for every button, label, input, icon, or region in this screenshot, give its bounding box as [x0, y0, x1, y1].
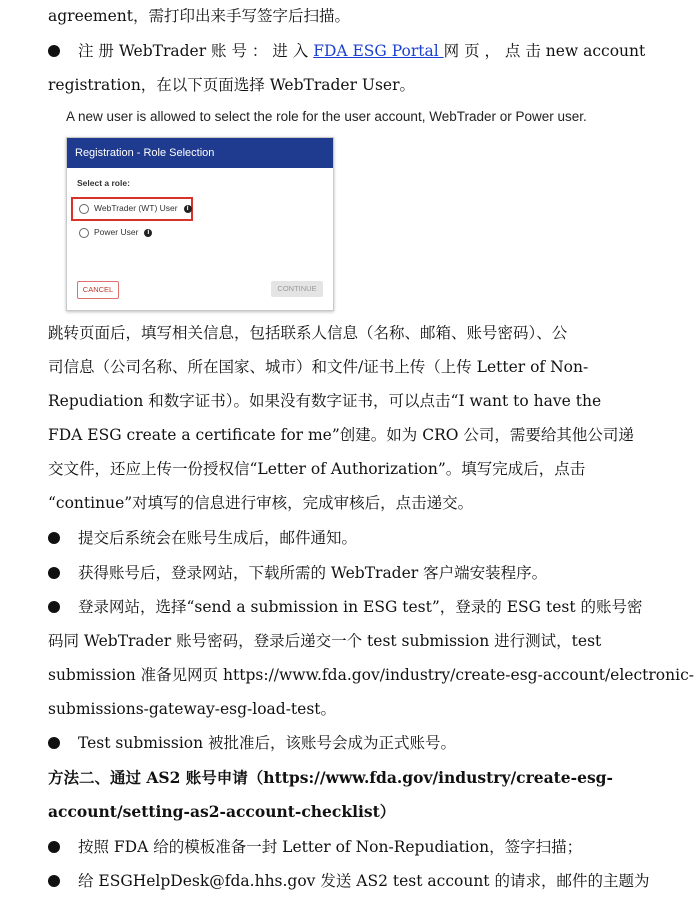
- continue-button[interactable]: CONTINUE: [271, 281, 323, 297]
- text-line: 按照 FDA 给的模板准备一封 Letter of Non-Repudiation，签字扫描；: [78, 838, 583, 856]
- cancel-button[interactable]: CANCEL: [77, 281, 119, 299]
- fda-esg-portal-link[interactable]: FDA ESG Portal: [313, 42, 444, 60]
- bullet-icon: [48, 532, 60, 544]
- text-line: 司信息（公司名称、所在国家、城市）和文件/证书上传（上传 Letter of Non-: [48, 358, 589, 376]
- role-option-webtrader[interactable]: [79, 203, 192, 214]
- text-line: Test submission 被批准后，该账号会成为正式账号。: [78, 734, 457, 752]
- text-line: 跳转页面后，填写相关信息，包括联系人信息（名称、邮箱、账号密码）、公: [48, 324, 568, 342]
- option-label: WebTrader (WT) User: [94, 203, 178, 213]
- info-icon[interactable]: i: [144, 229, 152, 237]
- bullet-icon: [48, 601, 60, 613]
- text-line: 给 ESGHelpDesk@fda.hhs.gov 发送 AS2 test account 的请求，邮件的主题为: [78, 872, 650, 890]
- dialog-title: Registration - Role Selection: [67, 138, 333, 168]
- figure-caption: A new user is allowed to select the role for the user account, WebTrader or Power user.: [66, 109, 587, 124]
- section-heading: account/setting-as2-account-checklist）: [48, 802, 396, 821]
- radio-icon[interactable]: [79, 204, 89, 214]
- text-line: “continue”对填写的信息进行审核，完成审核后，点击递交。: [48, 494, 474, 512]
- info-icon[interactable]: i: [184, 205, 192, 213]
- text-line: 获得账号后，登录网站，下载所需的 WebTrader 客户端安装程序。: [78, 564, 548, 582]
- text-line: 码同 WebTrader 账号密码，登录后递交一个 test submission 进行测试，test: [48, 632, 602, 650]
- text-line: submissions-gateway-esg-load-test。: [48, 700, 337, 718]
- text-line: [78, 41, 660, 61]
- radio-icon[interactable]: [79, 228, 89, 238]
- bullet-icon: [48, 841, 60, 853]
- text-line: submission 准备见网页 https://www.fda.gov/industry/create-esg-account/electronic-: [48, 666, 694, 684]
- bullet-icon: [48, 737, 60, 749]
- role-selection-dialog: [66, 137, 334, 311]
- text-line: Repudiation 和数字证书）。如果没有数字证书，可以点击“I want to have the: [48, 392, 602, 410]
- text-line: 提交后系统会在账号生成后，邮件通知。: [78, 529, 358, 547]
- text-line: 登录网站，选择“send a submission in ESG test”，登录的 ESG test 的账号密: [78, 598, 643, 616]
- option-label: Power User: [94, 227, 139, 237]
- role-option-power-user[interactable]: [79, 227, 152, 238]
- text-line: FDA ESG create a certificate for me”创建。如为 CRO 公司，需要给其他公司递: [48, 426, 634, 444]
- bullet-icon: [48, 45, 60, 57]
- text-line: registration，在以下页面选择 WebTrader User。: [48, 76, 416, 94]
- text-span: 注 册 WebTrader 账 号 ： 进 入: [78, 42, 314, 60]
- bullet-icon: [48, 567, 60, 579]
- text-line: 交文件，还应上传一份授权信“Letter of Authorization”。填写完成后，点击: [48, 460, 586, 478]
- dialog-subtitle: Select a role:: [77, 178, 130, 188]
- section-heading: 方法二、通过 AS2 账号申请（https://www.fda.gov/industry/create-esg-: [48, 768, 613, 787]
- text-span: 网 页 ， 点 击 new account: [443, 42, 646, 60]
- bullet-icon: [48, 875, 60, 887]
- text-line: agreement，需打印出来手写签字后扫描。: [48, 7, 351, 25]
